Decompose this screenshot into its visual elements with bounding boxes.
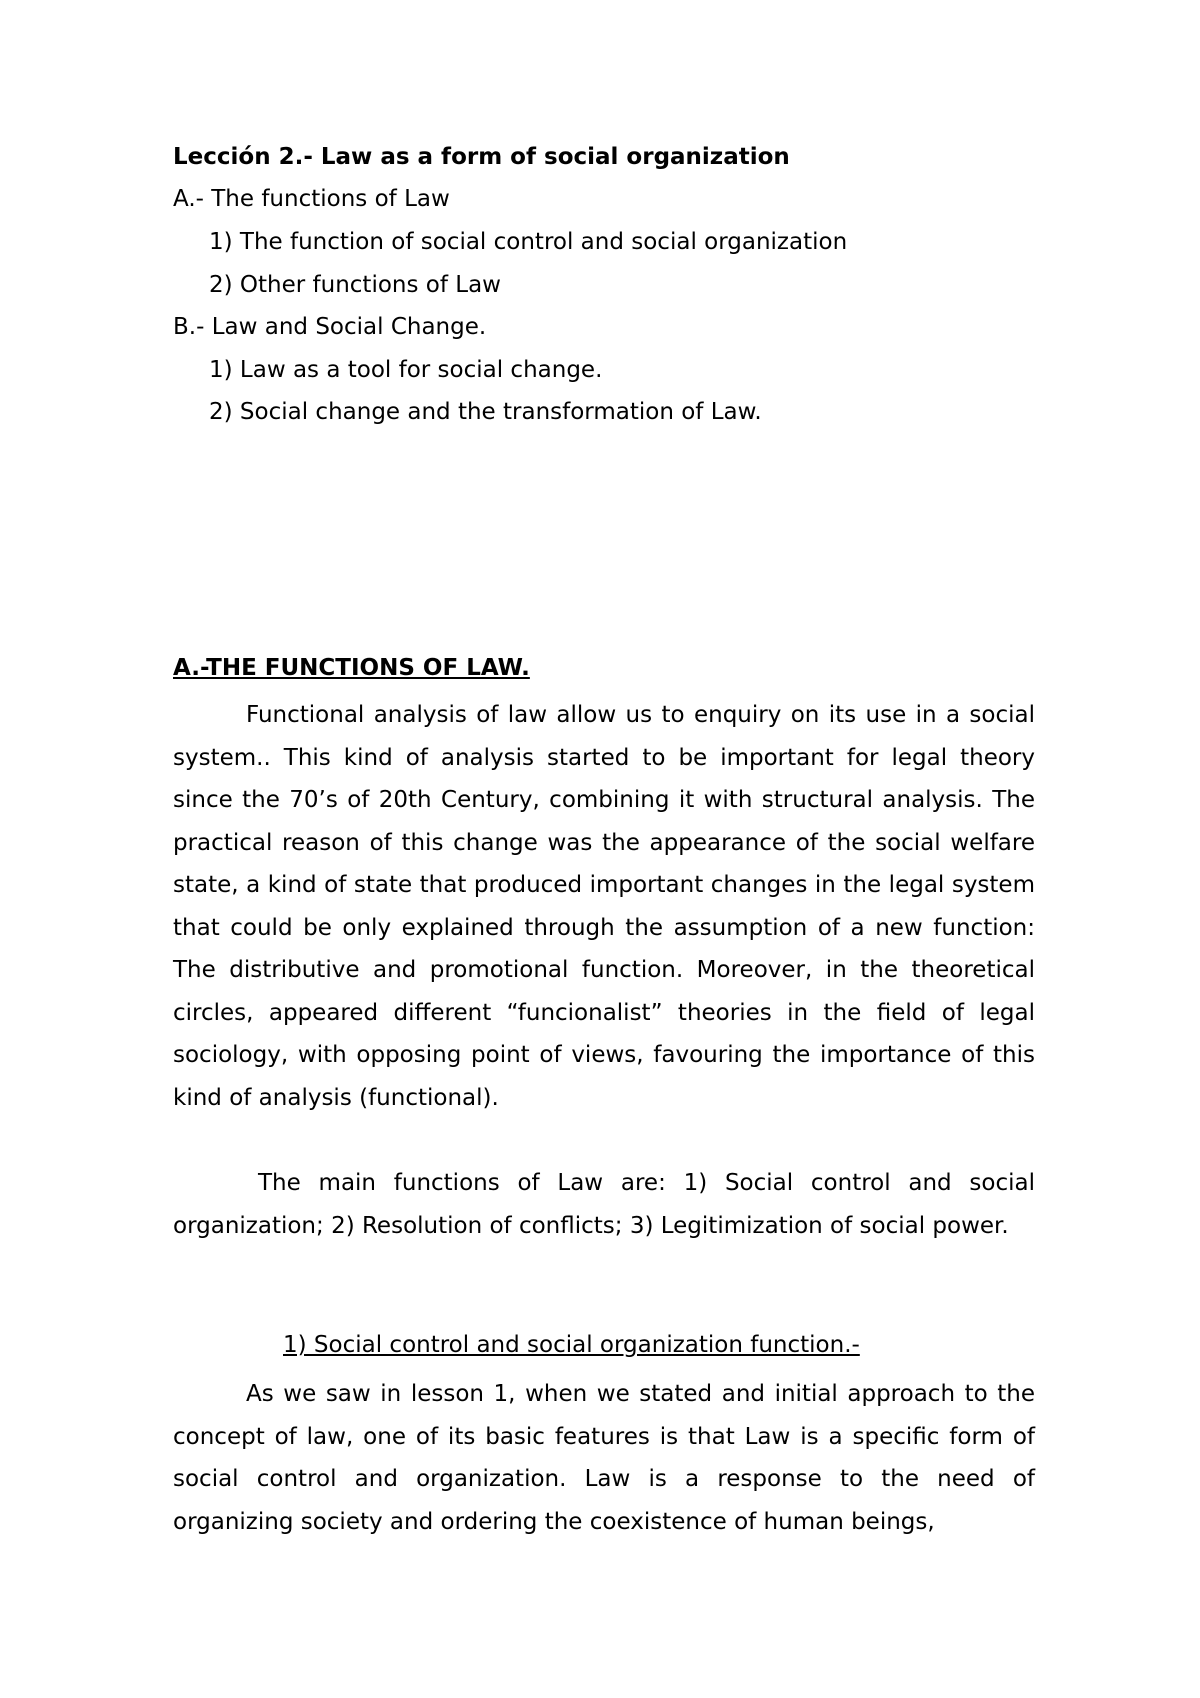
paragraph-main-functions: The main functions of Law are: 1) Social control and social organization; 2) Resolution of conflicts; 3) Legitimization of social power. xyxy=(173,1170,1035,1239)
subheading-social-control: 1) Social control and social organization function.- xyxy=(283,1332,860,1358)
lesson-title: Lección 2.- Law as a form of social organization xyxy=(173,144,790,170)
outline-section-a-item-2: 2) Other functions of Law xyxy=(209,272,501,298)
section-a-heading: A.-THE FUNCTIONS OF LAW. xyxy=(173,655,530,681)
paragraph-lesson-1-recap: As we saw in lesson 1, when we stated and initial approach to the concept of law, one of its basic features is that Law is a specific form of social control and organization. Law is a response to the need of organizing society and ordering the coexistence of human beings, xyxy=(173,1381,1035,1535)
outline-section-a-item-1: 1) The function of social control and social organization xyxy=(209,229,848,255)
outline-section-b-item-1: 1) Law as a tool for social change. xyxy=(209,357,603,383)
outline-section-b-item-2: 2) Social change and the transformation of Law. xyxy=(209,399,762,425)
outline-section-b: B.- Law and Social Change. xyxy=(173,314,487,340)
paragraph-functional-analysis: Functional analysis of law allow us to enquiry on its use in a social system.. This kind of analysis started to be important for legal theory since the 70’s of 20th Century, combining it with structural analysis. The practical reason of this change was the appearance of the social welfare state, a kind of state that produced important changes in the legal system that could be only explained through the assumption of a new function: The distributive and promotional function. Moreover, in the theoretical circles, appeared different “funcionalist” theories in the field of legal sociology, with opposing point of views, favouring the importance of this kind of analysis (functional). xyxy=(173,702,1035,1111)
outline-section-a: A.- The functions of Law xyxy=(173,186,450,212)
